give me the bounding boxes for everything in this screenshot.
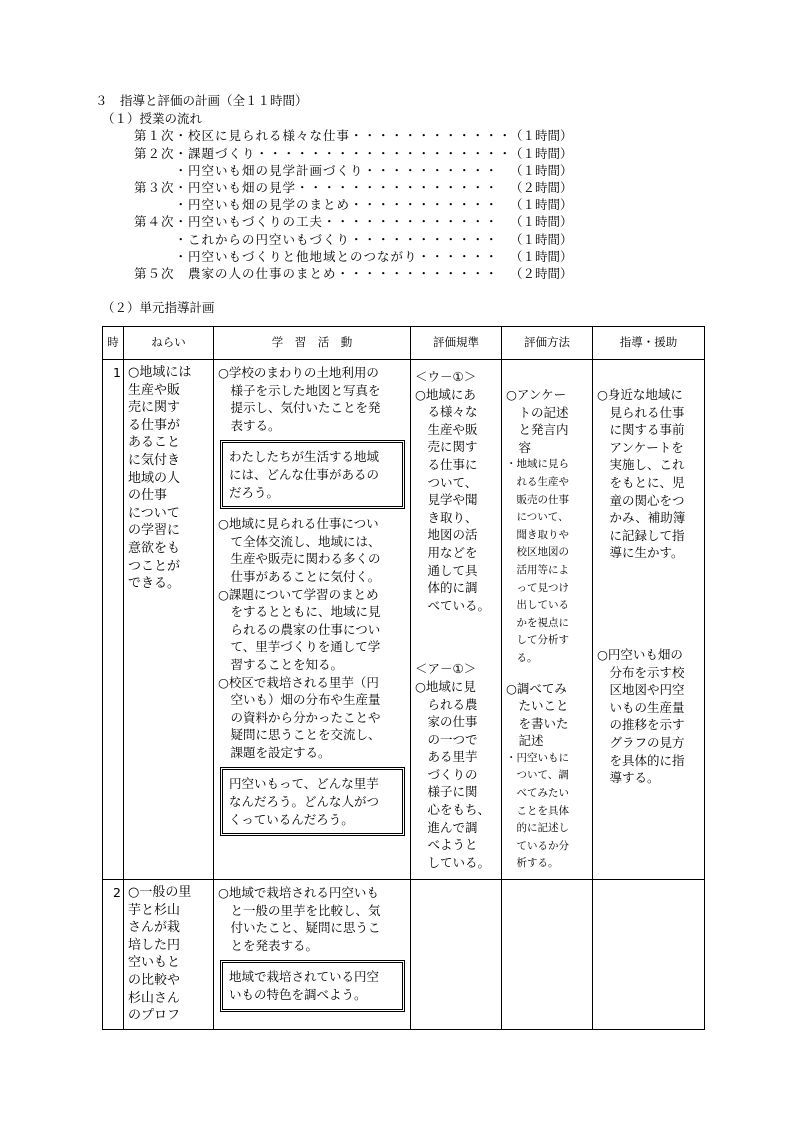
flow-item-hours: （１時間） xyxy=(510,146,573,161)
criteria-cell xyxy=(411,880,502,1030)
criteria-cell xyxy=(411,360,502,880)
col-header-support: 指導・援助 xyxy=(593,327,705,360)
question-box: 円空いもって、どんな里芋 なんだろう。どんな人がつ くっているんだろう。 xyxy=(220,767,405,836)
activity-text: ○学校のまわりの土地利用の 様子を示した地図と写真を 提示し、気付いたことを発 表する。 xyxy=(218,365,381,433)
flow-item-hours: （１時間） xyxy=(510,214,573,229)
support-text: ○身近な地域に 見られる仕事 に関する事前 アンケートを 実施し、これ をもとに、児 童の関心をつ かみ、補助簿 に記録して指 導に生かす。 xyxy=(597,387,686,561)
method-cell xyxy=(502,360,593,880)
flow-item-hours: （１時間） xyxy=(510,232,573,247)
flow-item-label: ・円空いも畑の見学のまとめ・・・・・・・・・・・ xyxy=(134,197,499,212)
activity-text: ○地域に見られる仕事につい て全体交流し、地域には、 生産や販売に関わる多くの 仕事があることに気付く。 ○課題について学習のまとめ をするとともに、地域に見 られるの農家の仕事につい て、里芋づくりを通して学 習することを知る。 ○校区で栽培される里芋（円 空いも）畑の分布や生産量 の資料から分かったことや 疑問に思うことを交流し、 課題を設定する。 xyxy=(218,516,381,760)
flow-item-hours: （２時間） xyxy=(510,180,573,195)
method-cell xyxy=(502,880,593,1030)
aim-cell: ○地域には 生産や販 売に関す る仕事が あること に気付き 地域の人 の仕事 について の学習に 意欲をも つことが できる。 xyxy=(124,360,214,880)
flow-item-label: ・円空いも畑の見学計画づくり・・・・・・・・・・ xyxy=(134,163,499,178)
section-heading: ３ 指導と評価の計画（全１１時間） xyxy=(95,93,308,108)
col-header-activity: 学 習 活 動 xyxy=(214,327,411,360)
flow-item-hours: （１時間） xyxy=(510,197,573,212)
criteria-text: ＜ア－①＞ ○地域に見 られる農 家の仕事 の一つで ある里芋 づくりの 様子に関 心をもち、 進んで調 べようと している。 xyxy=(415,661,491,870)
col-header-hour: 時 xyxy=(103,327,124,360)
flow-item-label: 第４次・円空いもづくりの工夫・・・・・・・・・・・・・ xyxy=(134,214,499,229)
unit-plan-table xyxy=(102,326,705,1030)
question-box: 地域で栽培されている円空 いもの特色を調べよう。 xyxy=(220,960,405,1011)
flow-item-hours: （２時間） xyxy=(510,266,573,281)
aim-cell: ○一般の里 芋と杉山 さんが栽 培した円 空いもと の比較や 杉山さん のプロフ xyxy=(124,880,214,1030)
table-row xyxy=(103,360,705,880)
hour-number: 1 xyxy=(103,360,124,880)
method-note: ・円空いもに ついて、調 べてみたい ことを具体 的に記述し ているか分 析する。 xyxy=(506,751,569,870)
flow-subheading: （１）授業の流れ xyxy=(102,111,203,126)
col-header-method: 評価方法 xyxy=(502,327,593,360)
flow-item-label: 第２次・課題づくり・・・・・・・・・・・・・・・・・・・ xyxy=(134,146,513,161)
unit-plan-subheading: （２）単元指導計画 xyxy=(102,300,215,315)
support-cell xyxy=(593,360,705,880)
flow-item-hours: （１時間） xyxy=(510,163,573,178)
activity-cell xyxy=(214,360,411,880)
col-header-aim: ねらい xyxy=(124,327,214,360)
activity-cell xyxy=(214,880,411,1030)
flow-item-label: 第５次 農家の人の仕事のまとめ・・・・・・・・・・・・ xyxy=(134,266,499,281)
hour-number: 2 xyxy=(103,880,124,1030)
question-box: わたしたちが生活する地域 には、どんな仕事があるの だろう。 xyxy=(220,440,405,509)
activity-text: ○地域で栽培される円空いも と一般の里芋を比較し、気 付いたこと、疑問に思うこ とを発表する。 xyxy=(218,885,381,953)
flow-item-label: 第１次・校区に見られる様々な仕事・・・・・・・・・・・・ xyxy=(134,128,513,143)
flow-item-hours: （１時間） xyxy=(510,128,573,143)
support-text: ○円空いも畑の 分布を示す校 区地図や円空 いもの生産量 の推移を示す グラフの見方 を具体的に指 導する。 xyxy=(597,646,685,786)
method-text: ○調べてみ たいこと を書いた 記述 xyxy=(506,680,569,749)
support-cell xyxy=(593,880,705,1030)
flow-item-label: ・これからの円空いもづくり・・・・・・・・・・・ xyxy=(134,232,499,247)
table-header-row xyxy=(103,327,705,360)
flow-item-label: ・円空いもづくりと他地域とのつながり・・・・・・ xyxy=(134,249,499,264)
flow-item-label: 第３次・円空いも畑の見学・・・・・・・・・・・・・・・ xyxy=(134,180,499,195)
method-note: ・地域に見ら れる生産や 販売の仕事 について、 聞き取りや 校区地図の 活用等によ って見つけ 出している かを視点に して分析す る。 xyxy=(506,458,569,664)
col-header-criteria: 評価規準 xyxy=(411,327,502,360)
table-row xyxy=(103,880,705,1030)
flow-item-hours: （１時間） xyxy=(510,249,573,264)
method-text: ○アンケー トの記述 と発言内 容 xyxy=(506,387,569,455)
criteria-text: ＜ウ－①＞ ○地域にあ る様々な 生産や販 売に関す る仕事に ついて、 見学や聞 き取り、 地図の活 用などを 通して具 体的に調 べている。 xyxy=(415,369,491,613)
